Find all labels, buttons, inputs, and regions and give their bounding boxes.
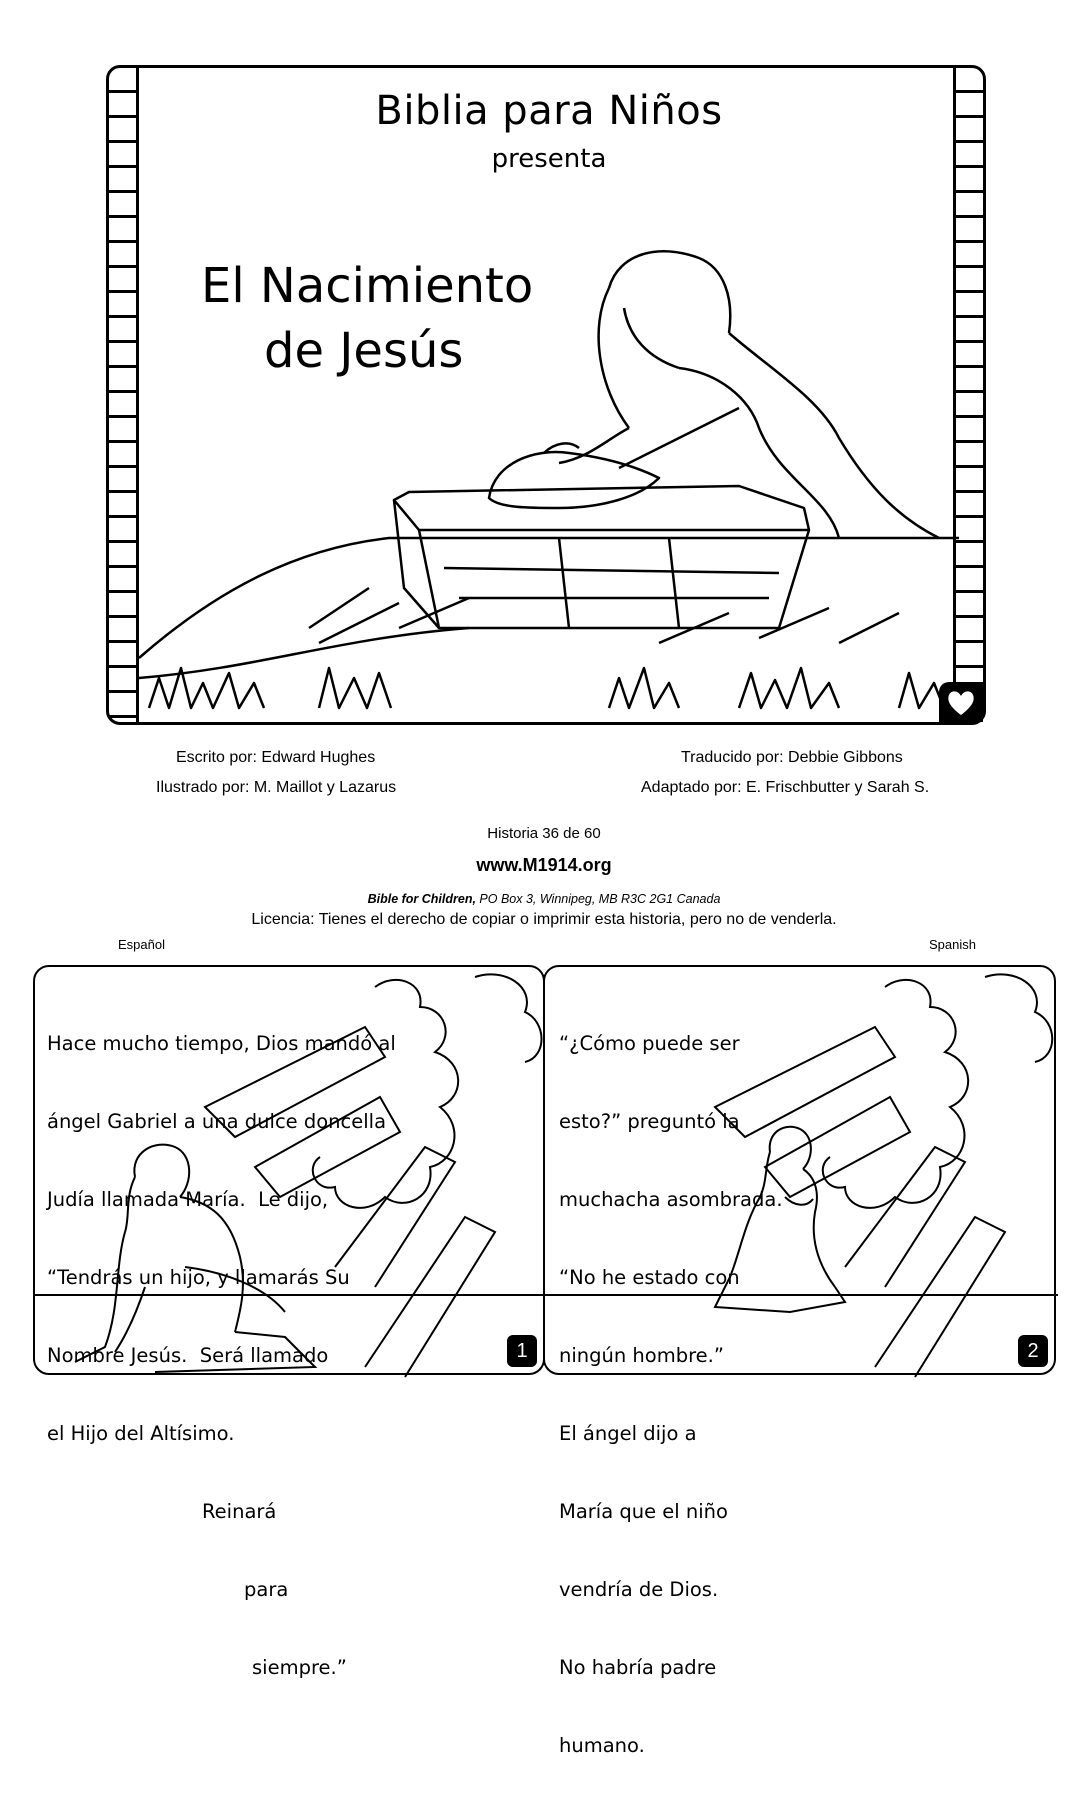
panel-1-line: siempre.” bbox=[252, 1656, 347, 1679]
story-number: Historia 36 de 60 bbox=[487, 825, 601, 842]
panel-1-line: para bbox=[244, 1578, 289, 1601]
story-panel-2 bbox=[543, 965, 1056, 1757]
presents-label: presenta bbox=[491, 144, 607, 174]
adapted-by: Adaptado por: E. Frischbutter y Sarah S. bbox=[641, 779, 930, 796]
cover-frame bbox=[106, 65, 986, 725]
written-by: Escrito por: Edward Hughes bbox=[176, 749, 376, 766]
story-title-line2: de Jesús bbox=[264, 323, 464, 379]
panel-2-line: María que el niño bbox=[559, 1500, 728, 1523]
panel-1-line: Reinará bbox=[202, 1500, 277, 1523]
panel-1-line: ángel Gabriel a una dulce doncella bbox=[47, 1110, 387, 1133]
panel-2-line: esto?” preguntó la bbox=[559, 1110, 740, 1133]
story-title-line1: El Nacimiento bbox=[201, 258, 534, 314]
panel-1-line: Hace mucho tiempo, Dios mandó al bbox=[47, 1032, 396, 1055]
panel-1-line: Judía llamada María. Le dijo, bbox=[47, 1188, 329, 1211]
panel-2-line: ningún hombre.” bbox=[559, 1344, 724, 1367]
series-title: Biblia para Niños bbox=[375, 88, 723, 134]
language-label-left: Español bbox=[118, 937, 165, 952]
panel-1-text bbox=[47, 979, 396, 1733]
panel-2-text bbox=[559, 979, 783, 1811]
org-name: Bible for Children, bbox=[367, 892, 476, 906]
panel-1-line: “Tendrás un hijo, y llamarás Su bbox=[47, 1266, 350, 1289]
heart-icon bbox=[939, 682, 983, 722]
panel-2-line: muchacha asombrada. bbox=[559, 1188, 783, 1211]
panel-2-line: El ángel dijo a bbox=[559, 1422, 697, 1445]
postal-address bbox=[0, 892, 1088, 906]
panel-2-line: “¿Cómo puede ser bbox=[559, 1032, 740, 1055]
translated-by: Traducido por: Debbie Gibbons bbox=[681, 749, 903, 766]
panel-1-line: el Hijo del Altísimo. bbox=[47, 1422, 235, 1445]
panel-2-line: No habría padre bbox=[559, 1656, 717, 1679]
license-notice: Licencia: Tienes el derecho de copiar o imprimir esta historia, pero no de venderla. bbox=[251, 911, 837, 928]
page-number-badge: 2 bbox=[1018, 1335, 1048, 1367]
panel-1-line: Nombre Jesús. Será llamado bbox=[47, 1344, 329, 1367]
website-link[interactable]: www.M1914.org bbox=[476, 855, 612, 875]
story-panel-1 bbox=[33, 965, 545, 1679]
page-number-badge: 1 bbox=[507, 1335, 537, 1367]
panel-2-line: vendría de Dios. bbox=[559, 1578, 719, 1601]
panel-2-line: “No he estado con bbox=[559, 1266, 740, 1289]
address-rest: PO Box 3, Winnipeg, MB R3C 2G1 Canada bbox=[475, 892, 721, 906]
panel-2-line: humano. bbox=[559, 1734, 645, 1757]
language-label-right: Spanish bbox=[929, 937, 976, 952]
illustrated-by: Ilustrado por: M. Maillot y Lazarus bbox=[156, 779, 397, 796]
